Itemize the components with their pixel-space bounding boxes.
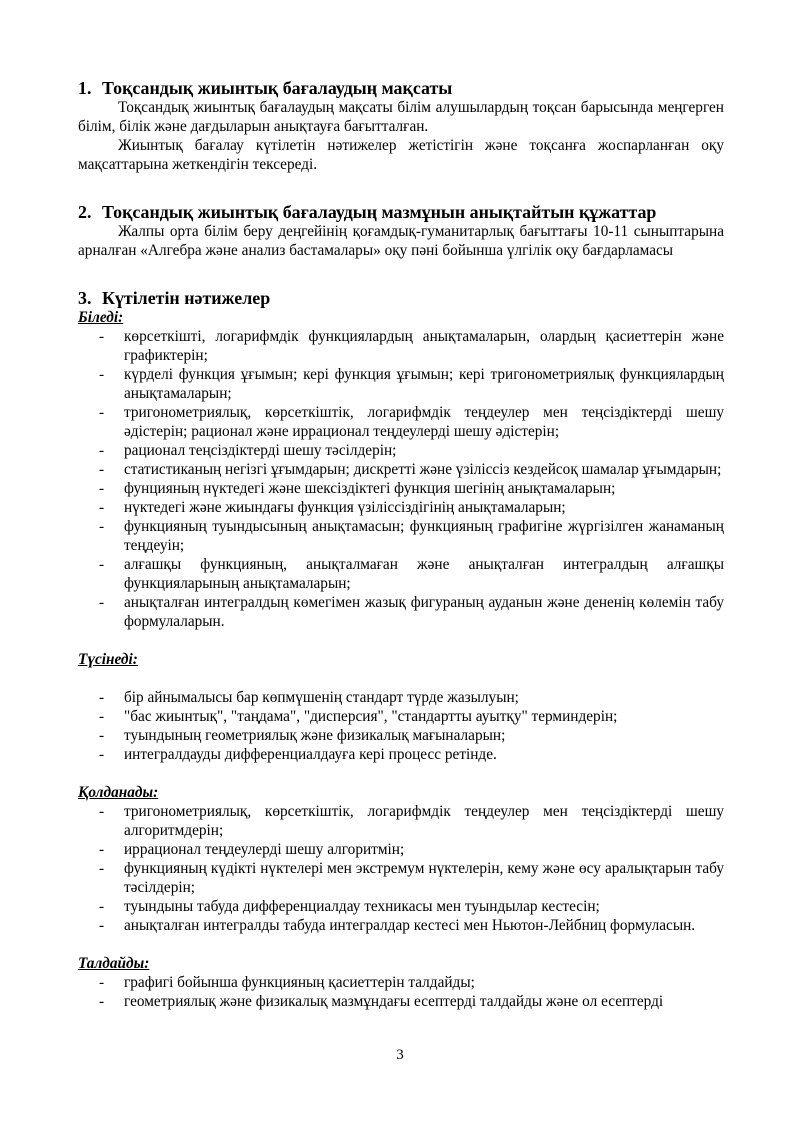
list-item: - рационал теңсіздіктерді шешу тәсілдерін; <box>99 442 397 459</box>
list-item: - функцияның туындысының анықтамасын; функцияның графигіне жүргізілген жанаманың теңдеуін; <box>99 518 724 554</box>
outcome-list-knows <box>78 327 724 631</box>
list-item: - анықталған интегралдың көмегімен жазық фигураның ауданын және дененің көлемін табу формулаларын. <box>99 594 724 630</box>
list-item: - нүктедегі және жиындағы функция үзіліссіздігінің анықтамаларын; <box>99 499 566 516</box>
list-item: - "бас жиынтық", "таңдама", "дисперсия", "стандартты ауытқу" терминдерін; <box>99 708 618 725</box>
list-item: - геометриялық және физикалық мазмұндағы есептерді талдайды және ол есептерді <box>99 993 664 1010</box>
outcome-label-analyzes: Талдайды: <box>78 955 150 972</box>
page-content <box>78 79 724 1011</box>
list-item: - көрсеткішті, логарифмдік функциялардың анықтамаларын, олардың қасиеттерін және графиктерін; <box>99 328 724 364</box>
section-1-heading: 1. Тоқсандық жиынтық бағалаудың мақсаты <box>78 78 453 98</box>
list-item: - туындыны табуда дифференциалдау техникасы мен туындылар кестесін; <box>99 898 600 915</box>
list-item: - графигі бойынша функцияның қасиеттерін талдайды; <box>99 974 475 991</box>
list-item: - бір айнымалысы бар көпмүшенің стандарт түрде жазылуын; <box>99 689 519 706</box>
outcome-label-knows: Біледі: <box>78 309 124 326</box>
section-1-paragraph-1: Тоқсандық жиынтық бағалаудың мақсаты білім алушылардың тоқсан барысында меңгерген білім, білік және дағдыларын анықтауға бағытталған. <box>78 99 724 135</box>
list-item: - алғашқы функцияның, анықталмаған және анықталған интегралдың алғашқы функцияларының анықтамаларын; <box>99 556 724 592</box>
list-item: - тригонометриялық, көрсеткіштік, логарифмдік теңдеулер мен теңсіздіктерді шешу әдістерін; рационал және иррационал теңдеулерді шешу әдістерін; <box>99 404 724 440</box>
section-1-paragraph-2: Жиынтық бағалау күтілетін нәтижелер жетістігін және тоқсанға жоспарланған оқу мақсаттарына жеткендігін тексереді. <box>78 137 724 173</box>
section-2-heading: 2. Тоқсандық жиынтық бағалаудың мазмұнын анықтайтын құжаттар <box>78 202 657 222</box>
outcome-label-applies: Қолданады: <box>78 784 159 801</box>
list-item: - туындының геометриялық және физикалық мағыналарын; <box>99 727 506 744</box>
list-item: - фунцияның нүктедегі және шексіздіктегі функция шегінің анықтамаларын; <box>99 480 616 497</box>
outcome-list-understands <box>78 688 724 764</box>
outcome-list-analyzes <box>78 973 724 1011</box>
list-item: - күрделі функция ұғымын; кері функция ұғымын; кері тригонометриялық функциялардың анықтамаларын; <box>99 366 724 402</box>
list-item: - тригонометриялық, көрсеткіштік, логарифмдік теңдеулер мен теңсіздіктерді шешу алгоритмдерін; <box>99 803 724 839</box>
section-3-heading: 3. Күтілетін нәтижелер <box>78 288 271 308</box>
list-item: - анықталған интегралды табуда интегралдар кестесі мен Ньютон-Лейбниц формуласын. <box>99 917 696 934</box>
list-item: - функцияның күдікті нүктелері мен экстремум нүктелерін, кему және өсу аралықтарын табу тәсілдерін; <box>99 860 724 896</box>
section-2-paragraph-1: Жалпы орта білім беру деңгейінің қоғамдық-гуманитарлық бағыттағы 10-11 сыныптарына арналған «Алгебра және анализ бастамалары» оқу пәні бойынша үлгілік оқу бағдарламасы <box>78 223 724 259</box>
list-item: - статистиканың негізгі ұғымдарын; дискретті және үзіліссіз кездейсоқ шамалар ұғымдарын; <box>99 461 722 478</box>
outcome-label-understands: Түсінеді: <box>78 651 138 668</box>
outcome-list-applies <box>78 802 724 935</box>
list-item: - интегралдауды дифференциалдауға кері процесс ретінде. <box>99 746 497 763</box>
list-item: - иррационал теңдеулерді шешу алгоритмін; <box>99 841 405 858</box>
page-number: 3 <box>396 1047 404 1063</box>
